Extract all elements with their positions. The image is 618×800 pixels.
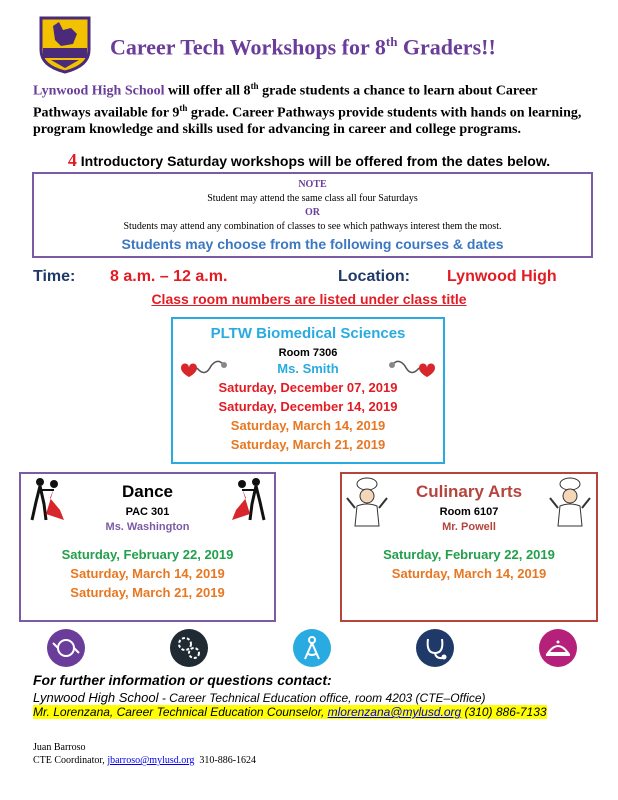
dancers-icon <box>226 476 270 522</box>
contact-heading: For further information or questions contact: <box>33 672 332 688</box>
coordinator-email-link[interactable]: jbarroso@mylusd.org <box>107 755 195 766</box>
course-title: PLTW Biomedical Sciences <box>210 325 406 342</box>
course-teacher: Ms. Smith <box>277 361 339 376</box>
class-room-note: Class room numbers are listed under class title <box>151 291 467 307</box>
page-title: Career Tech Workshops for 8th Graders!! <box>110 34 496 60</box>
contact-office: Lynwood High School - Career Technical Education office, room 4203 (CTE–Office) <box>33 690 486 705</box>
note-or: OR <box>305 207 320 218</box>
heart-stethoscope-icon <box>177 356 231 380</box>
serving-tray-icon <box>539 629 577 667</box>
lynwood-logo <box>33 10 97 74</box>
dancers-icon <box>26 476 70 522</box>
signature-role: CTE Coordinator, jbarroso@mylusd.org 310-886-1624 <box>33 755 257 766</box>
course-date: Saturday, March 14, 2019 <box>70 566 225 581</box>
heart-stethoscope-icon <box>385 356 439 380</box>
course-date: Saturday, March 21, 2019 <box>230 437 386 452</box>
location-label: Location: <box>338 268 410 285</box>
chef-icon <box>345 476 389 528</box>
counselor-email-link[interactable]: mlorenzana@mylusd.org <box>327 705 462 719</box>
course-date: Saturday, March 14, 2019 <box>391 566 547 581</box>
workshops-line: 4 Introductory Saturday workshops will be offered from the dates below. <box>67 150 551 170</box>
time-label: Time: <box>33 268 76 285</box>
course-date: Saturday, February 22, 2019 <box>383 547 555 562</box>
course-date: Saturday, December 14, 2019 <box>218 399 398 414</box>
note-line-1: Student may attend the same class all four Saturdays <box>207 193 418 204</box>
compass-icon <box>293 629 331 667</box>
note-choose-courses: Students may choose from the following courses & dates <box>121 236 504 252</box>
course-room: PAC 301 <box>125 506 170 518</box>
signature-name: Juan Barroso <box>33 742 86 753</box>
horn-icon <box>47 629 85 667</box>
intro-paragraph: Lynwood High School will offer all 8th grade students a chance to learn about Career Pathways available for 9th grade. Career Pathways provide students with hands on learning, program knowledge and skills used for advancing in career and college programs. <box>33 81 582 138</box>
course-biomedical <box>171 317 445 464</box>
course-room: Room 7306 <box>278 347 338 359</box>
stethoscope-icon <box>416 629 454 667</box>
note-line-2: Students may attend any combination of classes to see which pathways interest them the most. <box>123 221 502 232</box>
course-date: Saturday, March 21, 2019 <box>70 585 225 600</box>
chef-icon <box>548 476 592 528</box>
note-heading: NOTE <box>298 179 327 190</box>
course-date: Saturday, February 22, 2019 <box>61 547 234 562</box>
time-value: 8 a.m. – 12 a.m. <box>110 268 228 285</box>
course-date: Saturday, March 14, 2019 <box>230 418 386 433</box>
course-title: Culinary Arts <box>415 482 523 501</box>
note-box <box>32 172 593 258</box>
course-teacher: Ms. Washington <box>105 521 190 533</box>
course-date: Saturday, December 07, 2019 <box>218 380 398 395</box>
location-value: Lynwood High <box>447 268 557 285</box>
course-teacher: Mr. Powell <box>442 521 496 533</box>
gears-icon <box>170 629 208 667</box>
contact-counselor: Mr. Lorenzana, Career Technical Education Counselor, mlorenzana@mylusd.org (310) 886-7133 <box>33 705 547 719</box>
course-title: Dance <box>121 482 174 501</box>
course-room: Room 6107 <box>439 506 499 518</box>
